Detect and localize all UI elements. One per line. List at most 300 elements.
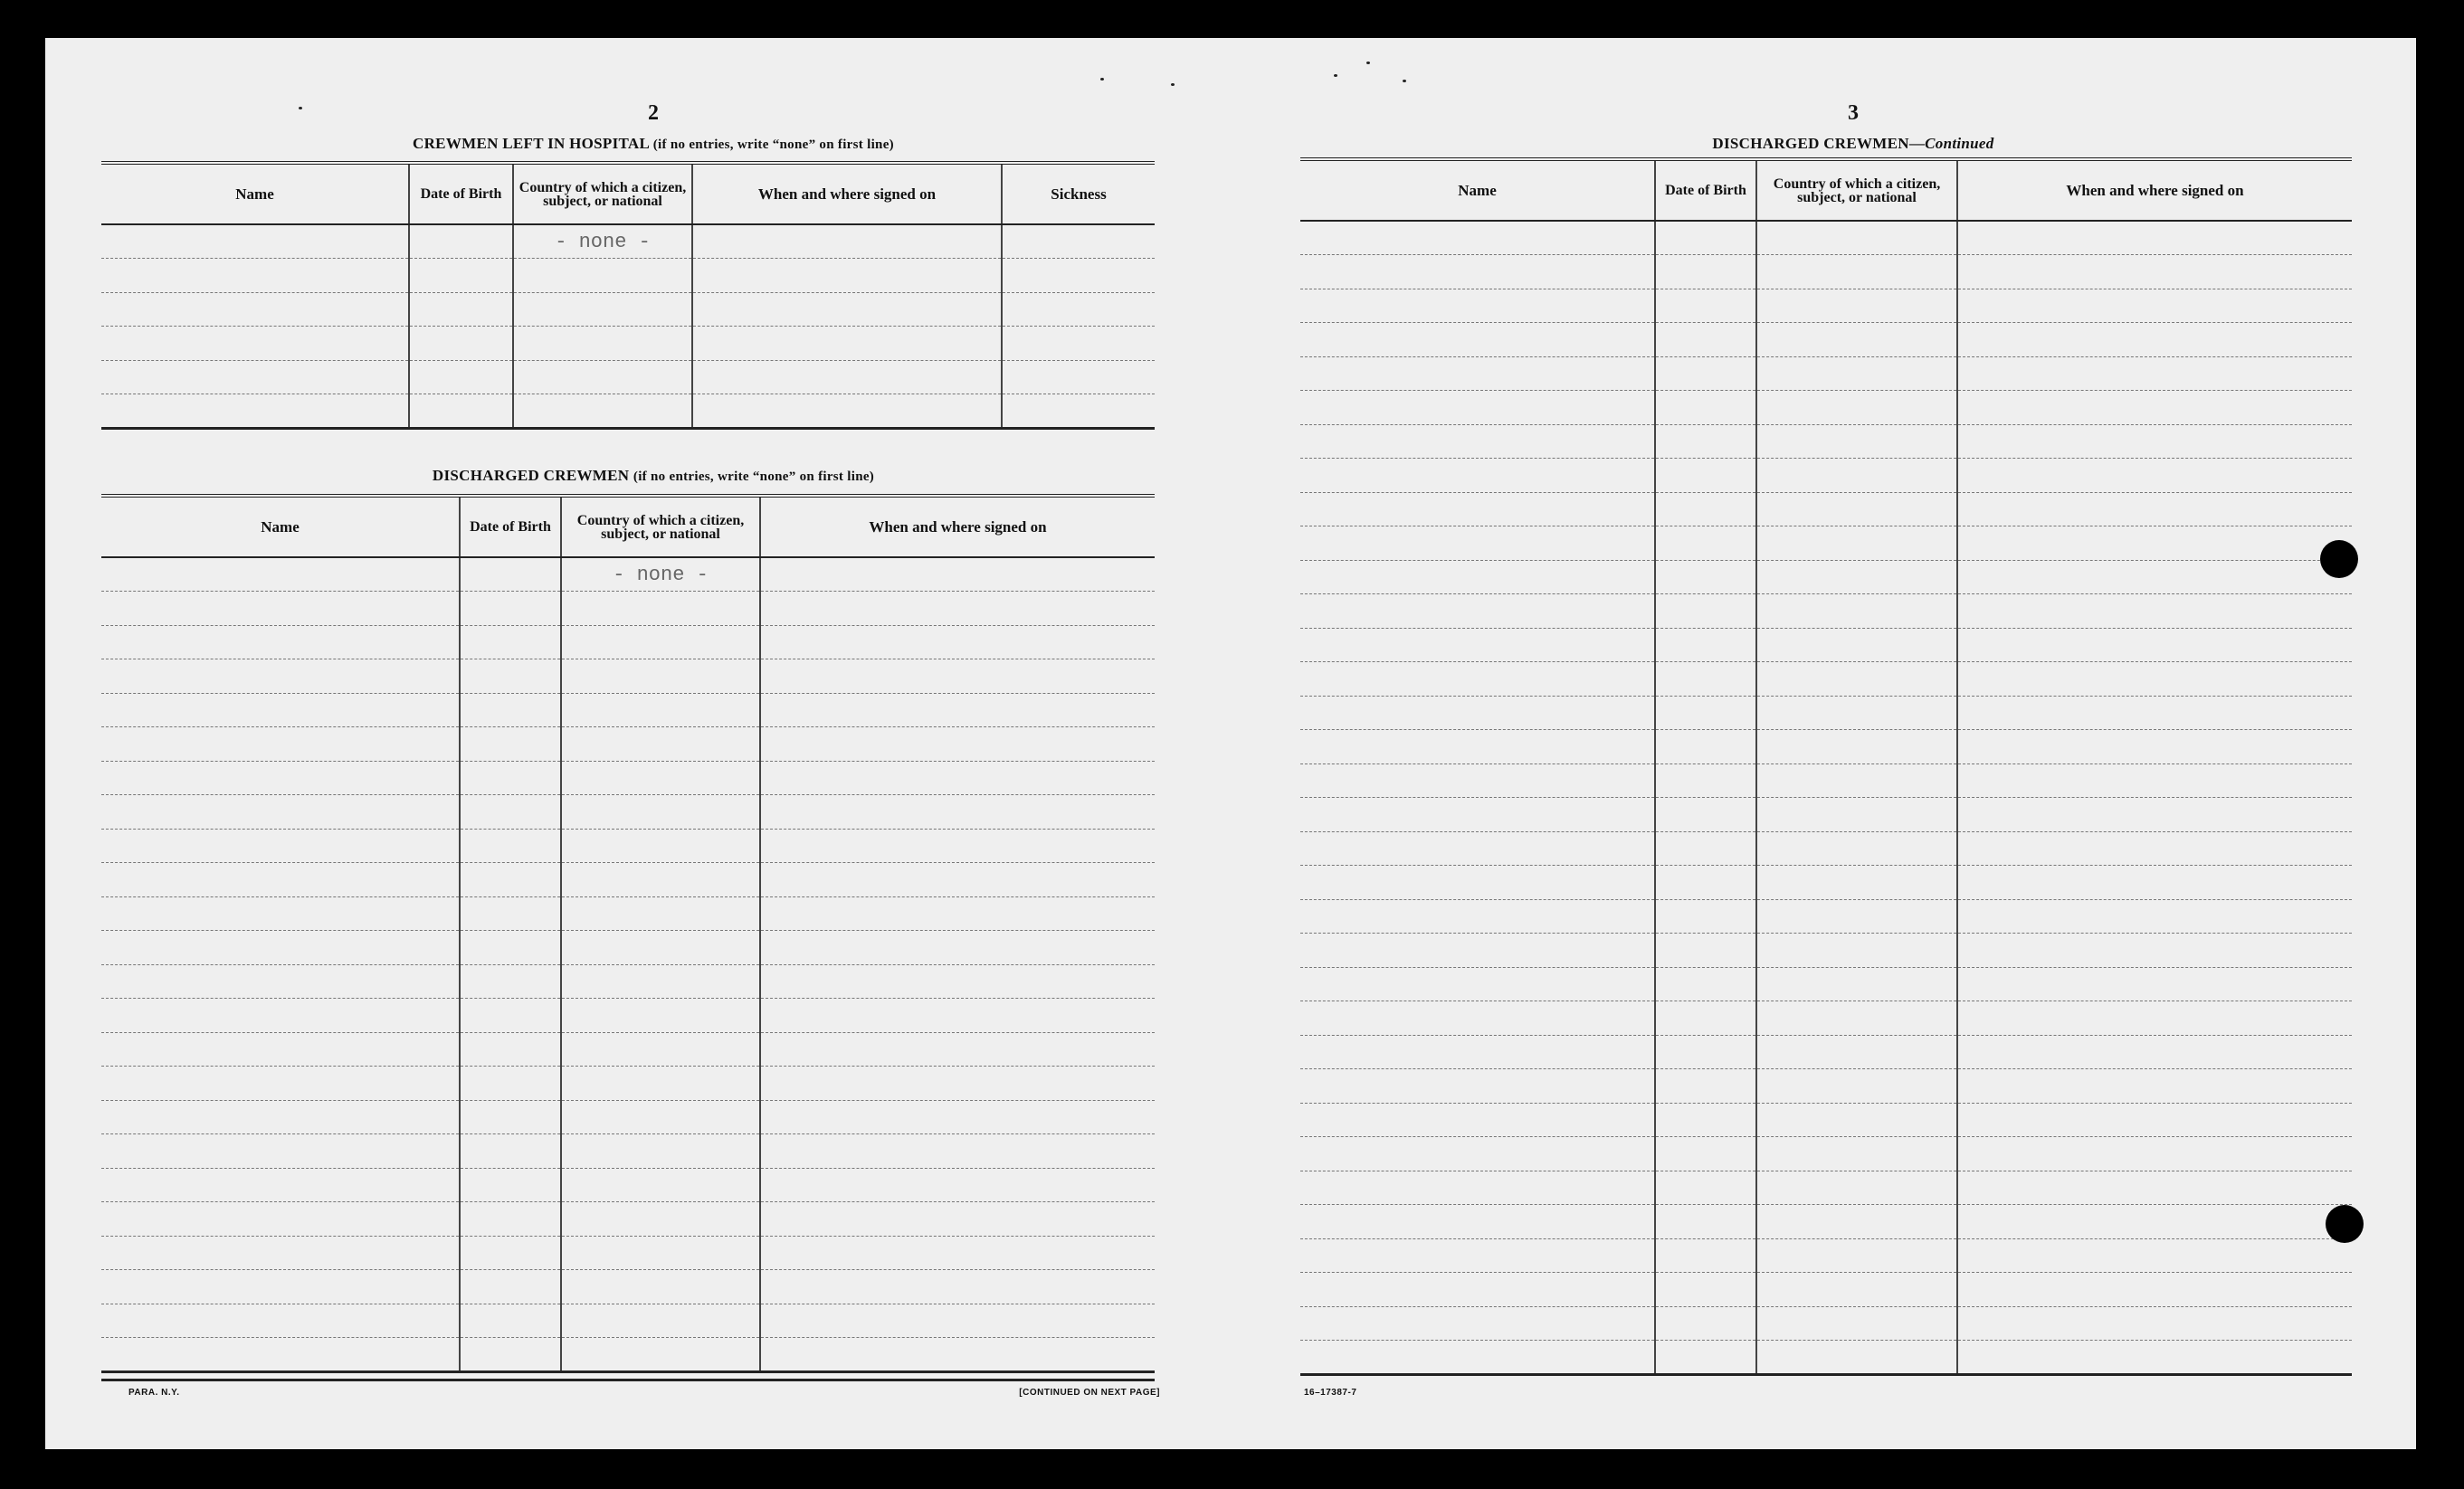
table-cell bbox=[1300, 696, 1655, 730]
table-cell bbox=[1957, 628, 2352, 662]
table-cell bbox=[460, 1338, 561, 1372]
table-cell bbox=[1957, 798, 2352, 832]
table-cell bbox=[101, 360, 409, 394]
table-cell bbox=[760, 863, 1155, 897]
table-cell bbox=[1300, 1171, 1655, 1205]
table-row bbox=[101, 795, 1155, 830]
table-cell bbox=[692, 394, 1002, 429]
table-cell bbox=[460, 896, 561, 931]
table-cell bbox=[1957, 560, 2352, 594]
footer-rule bbox=[101, 1379, 1155, 1381]
table-cell bbox=[1957, 1035, 2352, 1069]
table-cell bbox=[1957, 763, 2352, 798]
table-cell bbox=[1002, 259, 1155, 293]
table-row bbox=[101, 693, 1155, 727]
table-row bbox=[101, 557, 1155, 592]
table-cell bbox=[101, 327, 409, 361]
table-cell bbox=[513, 360, 692, 394]
table-cell bbox=[1756, 967, 1957, 1001]
table-row bbox=[1300, 1238, 2352, 1273]
table-cell bbox=[1300, 1001, 1655, 1036]
table-cell bbox=[561, 761, 760, 795]
table-row bbox=[1300, 628, 2352, 662]
table-cell bbox=[561, 1338, 760, 1372]
table-cell bbox=[1300, 662, 1655, 697]
table-cell bbox=[101, 1270, 460, 1304]
table-row bbox=[1300, 866, 2352, 900]
table-cell bbox=[760, 931, 1155, 965]
table-cell bbox=[1957, 459, 2352, 493]
col-country-header: Country of which a citizen, subject, or national bbox=[1756, 159, 1957, 221]
discharged-table bbox=[101, 494, 1155, 1373]
table-cell bbox=[1756, 1205, 1957, 1239]
table-cell bbox=[1655, 1205, 1756, 1239]
table-cell bbox=[1756, 934, 1957, 968]
speck bbox=[299, 107, 302, 109]
table-cell bbox=[1300, 1273, 1655, 1307]
table-cell bbox=[1756, 1273, 1957, 1307]
table-cell bbox=[561, 1032, 760, 1067]
table-cell bbox=[692, 292, 1002, 327]
table-row bbox=[101, 394, 1155, 429]
table-cell bbox=[1655, 594, 1756, 629]
table-cell bbox=[409, 394, 513, 429]
table-cell bbox=[409, 224, 513, 259]
table-row bbox=[101, 1236, 1155, 1270]
table-row bbox=[101, 327, 1155, 361]
table-cell bbox=[513, 259, 692, 293]
table-cell bbox=[1002, 292, 1155, 327]
table-cell bbox=[460, 1202, 561, 1237]
table-cell bbox=[1655, 1238, 1756, 1273]
table-cell bbox=[1756, 492, 1957, 526]
table-cell bbox=[561, 1067, 760, 1101]
table-cell bbox=[1756, 1171, 1957, 1205]
table-cell bbox=[460, 795, 561, 830]
table-cell bbox=[1756, 662, 1957, 697]
table-cell bbox=[460, 659, 561, 694]
table-cell bbox=[1655, 1035, 1756, 1069]
table-cell bbox=[1756, 1001, 1957, 1036]
table-cell bbox=[561, 659, 760, 694]
table-cell bbox=[101, 1304, 460, 1338]
form-code: 16–17387-7 bbox=[1304, 1388, 1357, 1398]
table-row bbox=[1300, 1273, 2352, 1307]
table-row bbox=[1300, 1341, 2352, 1375]
table-cell bbox=[1756, 831, 1957, 866]
table-cell bbox=[1957, 424, 2352, 459]
table-cell bbox=[1957, 1273, 2352, 1307]
table-row bbox=[1300, 1103, 2352, 1137]
table-cell bbox=[1300, 1341, 1655, 1375]
table-row bbox=[1300, 594, 2352, 629]
table-cell bbox=[513, 292, 692, 327]
table-cell bbox=[1655, 1306, 1756, 1341]
table-row bbox=[101, 1168, 1155, 1202]
table-cell bbox=[101, 557, 460, 592]
table-row bbox=[101, 1100, 1155, 1134]
table-cell bbox=[760, 693, 1155, 727]
table-row bbox=[1300, 696, 2352, 730]
table-cell bbox=[1655, 356, 1756, 391]
table-row bbox=[101, 1202, 1155, 1237]
table-row bbox=[101, 863, 1155, 897]
table-cell bbox=[1655, 391, 1756, 425]
table-cell bbox=[101, 964, 460, 999]
table-row bbox=[101, 659, 1155, 694]
table-cell bbox=[101, 224, 409, 259]
table-cell bbox=[1655, 560, 1756, 594]
table-row bbox=[101, 592, 1155, 626]
table-cell bbox=[760, 1338, 1155, 1372]
hospital-title-note: (if no entries, write “none” on first line) bbox=[652, 138, 894, 152]
table-cell bbox=[1756, 763, 1957, 798]
table-cell bbox=[760, 1304, 1155, 1338]
table-cell bbox=[760, 1100, 1155, 1134]
speck bbox=[1100, 78, 1104, 81]
table-cell bbox=[460, 1032, 561, 1067]
table-cell bbox=[1655, 221, 1756, 255]
table-cell bbox=[760, 1032, 1155, 1067]
table-cell bbox=[1957, 1205, 2352, 1239]
table-cell bbox=[1300, 1103, 1655, 1137]
table-cell bbox=[1655, 289, 1756, 323]
table-cell bbox=[1756, 323, 1957, 357]
table-row bbox=[1300, 255, 2352, 289]
table-cell bbox=[1300, 1035, 1655, 1069]
table-cell bbox=[1655, 831, 1756, 866]
table-cell bbox=[101, 1067, 460, 1101]
table-cell bbox=[561, 592, 760, 626]
table-cell bbox=[101, 394, 409, 429]
table-row bbox=[1300, 967, 2352, 1001]
table-cell bbox=[760, 659, 1155, 694]
table-cell bbox=[1300, 763, 1655, 798]
table-row bbox=[1300, 1306, 2352, 1341]
table-cell bbox=[1655, 1103, 1756, 1137]
col-dob-header: Date of Birth bbox=[1655, 159, 1756, 221]
table-cell bbox=[1957, 730, 2352, 764]
table-cell bbox=[1756, 730, 1957, 764]
table-cell bbox=[1655, 967, 1756, 1001]
table-cell bbox=[1655, 424, 1756, 459]
table-cell bbox=[1002, 360, 1155, 394]
table-cell bbox=[760, 999, 1155, 1033]
table-cell bbox=[1957, 967, 2352, 1001]
table-cell bbox=[1957, 1103, 2352, 1137]
table-cell bbox=[1957, 662, 2352, 697]
table-row bbox=[101, 829, 1155, 863]
table-cell bbox=[760, 896, 1155, 931]
table-cell bbox=[692, 360, 1002, 394]
col-signed-on-header: When and where signed on bbox=[692, 163, 1002, 224]
table-cell bbox=[1655, 899, 1756, 934]
table-row bbox=[101, 999, 1155, 1033]
table-cell bbox=[760, 964, 1155, 999]
table-row bbox=[1300, 459, 2352, 493]
table-cell bbox=[1957, 1171, 2352, 1205]
table-cell bbox=[1300, 526, 1655, 561]
left-page bbox=[101, 38, 1205, 1449]
table-cell bbox=[1756, 628, 1957, 662]
table-cell bbox=[101, 795, 460, 830]
continued-header-row bbox=[1300, 159, 2352, 221]
continued-note: [CONTINUED ON NEXT PAGE] bbox=[1019, 1388, 1160, 1398]
table-cell bbox=[1957, 1137, 2352, 1171]
table-cell bbox=[1300, 1306, 1655, 1341]
table-cell bbox=[101, 693, 460, 727]
table-cell bbox=[460, 625, 561, 659]
table-cell bbox=[561, 727, 760, 762]
right-page bbox=[1300, 38, 2406, 1449]
table-cell bbox=[460, 999, 561, 1033]
table-row bbox=[1300, 1137, 2352, 1171]
table-cell bbox=[1957, 255, 2352, 289]
continued-title-suffix: Continued bbox=[1925, 135, 1994, 152]
table-cell bbox=[460, 693, 561, 727]
hospital-header-row bbox=[101, 163, 1155, 224]
table-cell bbox=[760, 761, 1155, 795]
table-row bbox=[101, 1338, 1155, 1372]
table-cell bbox=[1655, 1137, 1756, 1171]
table-row bbox=[101, 1134, 1155, 1169]
table-cell bbox=[1300, 560, 1655, 594]
table-row bbox=[1300, 831, 2352, 866]
table-cell bbox=[1655, 866, 1756, 900]
table-cell bbox=[460, 964, 561, 999]
table-cell bbox=[760, 829, 1155, 863]
table-cell bbox=[1957, 289, 2352, 323]
table-row bbox=[101, 761, 1155, 795]
table-cell bbox=[1300, 255, 1655, 289]
table-cell bbox=[760, 625, 1155, 659]
table-cell bbox=[101, 659, 460, 694]
table-cell bbox=[692, 224, 1002, 259]
table-cell bbox=[460, 863, 561, 897]
table-row bbox=[1300, 1205, 2352, 1239]
table-row bbox=[101, 224, 1155, 259]
table-cell bbox=[1300, 356, 1655, 391]
page-number: 2 bbox=[648, 101, 659, 125]
table-cell bbox=[1300, 1137, 1655, 1171]
table-cell bbox=[513, 327, 692, 361]
table-cell bbox=[760, 1202, 1155, 1237]
table-cell bbox=[1655, 1069, 1756, 1104]
table-cell bbox=[460, 1236, 561, 1270]
table-cell bbox=[1756, 866, 1957, 900]
table-cell bbox=[561, 999, 760, 1033]
table-cell bbox=[561, 795, 760, 830]
table-cell bbox=[692, 259, 1002, 293]
col-name-header: Name bbox=[101, 163, 409, 224]
table-row bbox=[101, 1270, 1155, 1304]
table-cell bbox=[561, 829, 760, 863]
table-cell bbox=[1957, 594, 2352, 629]
table-cell bbox=[561, 863, 760, 897]
table-cell bbox=[561, 1270, 760, 1304]
table-cell bbox=[1300, 221, 1655, 255]
table-cell bbox=[1002, 327, 1155, 361]
table-row bbox=[1300, 1069, 2352, 1104]
table-row bbox=[101, 1032, 1155, 1067]
none-entry: - none - bbox=[513, 224, 692, 259]
table-cell bbox=[760, 1168, 1155, 1202]
table-row bbox=[101, 1067, 1155, 1101]
col-dob-header: Date of Birth bbox=[409, 163, 513, 224]
table-cell bbox=[101, 1100, 460, 1134]
table-cell bbox=[1957, 866, 2352, 900]
table-cell bbox=[1300, 459, 1655, 493]
table-row bbox=[101, 625, 1155, 659]
table-cell bbox=[1756, 289, 1957, 323]
page-number: 3 bbox=[1848, 101, 1859, 125]
table-row bbox=[101, 259, 1155, 293]
table-cell bbox=[1756, 424, 1957, 459]
table-cell bbox=[1655, 628, 1756, 662]
table-cell bbox=[760, 592, 1155, 626]
table-cell bbox=[1655, 323, 1756, 357]
table-cell bbox=[101, 1134, 460, 1169]
table-cell bbox=[101, 1202, 460, 1237]
table-cell bbox=[760, 1134, 1155, 1169]
table-cell bbox=[1300, 831, 1655, 866]
table-cell bbox=[692, 327, 1002, 361]
table-cell bbox=[561, 896, 760, 931]
discharged-section-title bbox=[101, 467, 1205, 485]
table-row bbox=[1300, 763, 2352, 798]
table-cell bbox=[1655, 459, 1756, 493]
table-row bbox=[1300, 391, 2352, 425]
continued-table bbox=[1300, 157, 2352, 1376]
speck bbox=[1171, 83, 1175, 86]
table-row bbox=[1300, 798, 2352, 832]
table-cell bbox=[460, 1168, 561, 1202]
table-cell bbox=[1957, 899, 2352, 934]
table-cell bbox=[1756, 1306, 1957, 1341]
table-cell bbox=[409, 327, 513, 361]
table-cell bbox=[101, 1032, 460, 1067]
table-cell bbox=[1655, 798, 1756, 832]
none-entry: - none - bbox=[561, 557, 760, 592]
table-cell bbox=[460, 557, 561, 592]
table-row bbox=[101, 727, 1155, 762]
table-cell bbox=[101, 896, 460, 931]
table-cell bbox=[1756, 1069, 1957, 1104]
col-sickness-header: Sickness bbox=[1002, 163, 1155, 224]
col-signed-on-header: When and where signed on bbox=[760, 496, 1155, 557]
col-dob-header: Date of Birth bbox=[460, 496, 561, 557]
col-name-header: Name bbox=[101, 496, 460, 557]
table-cell bbox=[1300, 967, 1655, 1001]
table-cell bbox=[561, 1168, 760, 1202]
table-row bbox=[1300, 492, 2352, 526]
table-cell bbox=[1300, 424, 1655, 459]
table-cell bbox=[1957, 492, 2352, 526]
table-cell bbox=[1957, 1306, 2352, 1341]
discharged-title-note: (if no entries, write “none” on first line) bbox=[633, 469, 875, 484]
table-cell bbox=[561, 964, 760, 999]
table-row bbox=[1300, 1035, 2352, 1069]
continued-section-title bbox=[1300, 135, 2406, 153]
table-row bbox=[1300, 730, 2352, 764]
punch-hole bbox=[2326, 1205, 2364, 1243]
table-cell bbox=[1756, 1341, 1957, 1375]
table-cell bbox=[101, 727, 460, 762]
table-row bbox=[1300, 289, 2352, 323]
hospital-table bbox=[101, 161, 1155, 430]
table-cell bbox=[1957, 934, 2352, 968]
table-cell bbox=[1300, 1205, 1655, 1239]
table-cell bbox=[1300, 289, 1655, 323]
col-country-header: Country of which a citizen, subject, or national bbox=[561, 496, 760, 557]
table-cell bbox=[1300, 391, 1655, 425]
table-cell bbox=[1300, 492, 1655, 526]
table-cell bbox=[760, 557, 1155, 592]
table-cell bbox=[1756, 899, 1957, 934]
speck bbox=[1366, 62, 1370, 64]
table-cell bbox=[1756, 1238, 1957, 1273]
table-cell bbox=[460, 761, 561, 795]
table-cell bbox=[1756, 255, 1957, 289]
table-cell bbox=[460, 592, 561, 626]
table-cell bbox=[409, 259, 513, 293]
table-cell bbox=[561, 1202, 760, 1237]
table-cell bbox=[460, 829, 561, 863]
table-cell bbox=[1300, 594, 1655, 629]
table-cell bbox=[101, 592, 460, 626]
table-cell bbox=[460, 1067, 561, 1101]
table-cell bbox=[760, 795, 1155, 830]
table-cell bbox=[101, 761, 460, 795]
table-cell bbox=[1655, 662, 1756, 697]
table-cell bbox=[101, 292, 409, 327]
table-cell bbox=[101, 1338, 460, 1372]
table-row bbox=[101, 360, 1155, 394]
hospital-title-text: CREWMEN LEFT IN HOSPITAL bbox=[413, 135, 650, 152]
table-cell bbox=[561, 625, 760, 659]
table-cell bbox=[1756, 459, 1957, 493]
table-cell bbox=[1957, 1069, 2352, 1104]
table-row bbox=[1300, 424, 2352, 459]
table-cell bbox=[1756, 1103, 1957, 1137]
col-name-header: Name bbox=[1300, 159, 1655, 221]
table-cell bbox=[561, 1134, 760, 1169]
table-cell bbox=[460, 1304, 561, 1338]
table-cell bbox=[409, 360, 513, 394]
table-cell bbox=[1957, 323, 2352, 357]
table-cell bbox=[460, 931, 561, 965]
table-row bbox=[1300, 899, 2352, 934]
hospital-section-title bbox=[101, 135, 1205, 153]
table-row bbox=[101, 292, 1155, 327]
col-signed-on-header: When and where signed on bbox=[1957, 159, 2352, 221]
table-cell bbox=[1300, 899, 1655, 934]
printer-mark: PARA. N.Y. bbox=[128, 1388, 180, 1398]
table-cell bbox=[1655, 934, 1756, 968]
table-cell bbox=[101, 259, 409, 293]
table-cell bbox=[1300, 628, 1655, 662]
table-cell bbox=[1002, 394, 1155, 429]
table-cell bbox=[561, 1236, 760, 1270]
table-cell bbox=[1756, 1137, 1957, 1171]
table-row bbox=[1300, 662, 2352, 697]
table-cell bbox=[1756, 560, 1957, 594]
speck bbox=[1403, 80, 1406, 82]
table-row bbox=[1300, 526, 2352, 561]
table-cell bbox=[1300, 730, 1655, 764]
table-cell bbox=[1957, 831, 2352, 866]
table-cell bbox=[101, 625, 460, 659]
